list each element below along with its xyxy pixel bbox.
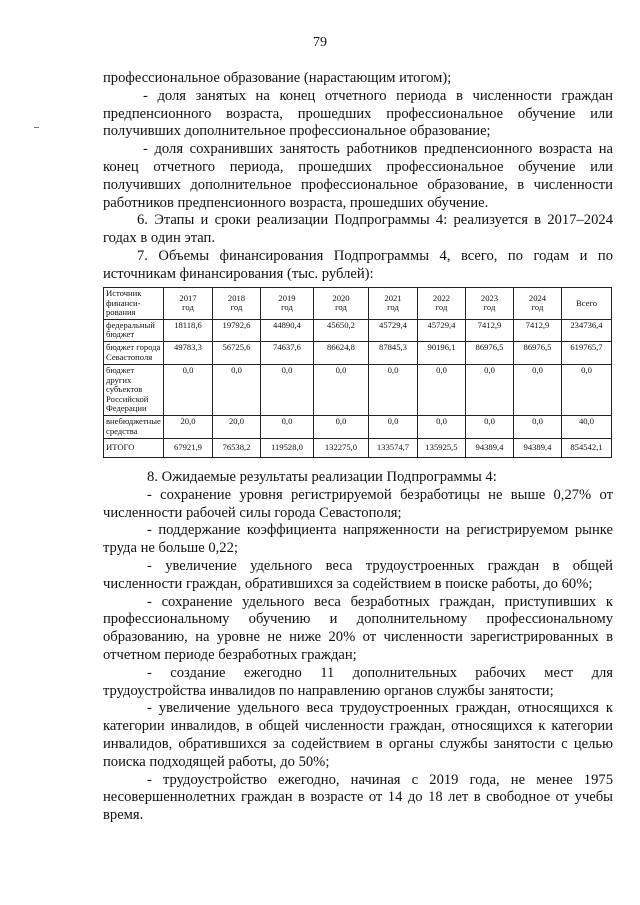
- cell: 7412,9: [466, 319, 514, 341]
- cell: 119528,0: [261, 438, 314, 457]
- cell: 87845,3: [369, 341, 418, 364]
- table-row: [104, 341, 612, 364]
- cell-total: 0,0: [562, 364, 612, 415]
- cell: 0,0: [514, 364, 562, 415]
- cell: 0,0: [314, 364, 369, 415]
- cell: 0,0: [261, 415, 314, 438]
- table-row: [104, 415, 612, 438]
- cell: 0,0: [213, 364, 261, 415]
- cell: 18118,6: [164, 319, 213, 341]
- header-year: 2017 год: [164, 288, 213, 320]
- header-year: 2024 год: [514, 288, 562, 320]
- row-label: внебюджетные средства: [104, 415, 164, 438]
- cell: 45729,4: [418, 319, 466, 341]
- result-item: - увеличение удельного веса трудоустроенных граждан, относящихся к категории инвалидов, в общей численности граждан, относящихся к категории инвалидов, обратившихся за содействием в органы службы занятости с целью поиска подходящей работы, до 50%;: [103, 700, 613, 770]
- table-row: [104, 364, 612, 415]
- row-label: бюджет города Севастополя: [104, 341, 164, 364]
- cell: 0,0: [369, 415, 418, 438]
- table-total-row: [104, 438, 612, 457]
- row-label: федеральный бюджет: [104, 319, 164, 341]
- result-item: - сохранение удельного веса безработных граждан, приступивших к профессиональному обучению и дополнительному профессиональному образованию, на уровне не ниже 20% от численности зарегистрированных в отчетном периоде безработных граждан;: [103, 593, 613, 663]
- table-row: [104, 319, 612, 341]
- intro-line: - доля занятых на конец отчетного периода в численности граждан предпенсионного возраста, прошедших профессиональное обучение или получивших дополнительное профессиональное образование;: [103, 87, 613, 140]
- cell: 45729,4: [369, 319, 418, 341]
- result-item: - создание ежегодно 11 дополнительных рабочих мест для трудоустройства инвалидов по направлению органов службы занятости;: [103, 664, 613, 699]
- cell-total: 234736,4: [562, 319, 612, 341]
- results-section: [103, 469, 613, 825]
- cell: 67921,9: [164, 438, 213, 457]
- cell: 0,0: [466, 415, 514, 438]
- cell: 90196,1: [418, 341, 466, 364]
- intro-section: [103, 70, 613, 284]
- cell: 0,0: [261, 364, 314, 415]
- result-item: - увеличение удельного веса трудоустроенных граждан в общей численности граждан, обратившихся за содействием в поиске работы, до 60%;: [103, 557, 613, 592]
- cell: 44890,4: [261, 319, 314, 341]
- header-year: 2022 год: [418, 288, 466, 320]
- margin-mark: [34, 127, 39, 128]
- cell: 132275,0: [314, 438, 369, 457]
- header-source: Источник финанси-рования: [104, 288, 164, 320]
- cell: 0,0: [418, 415, 466, 438]
- header-year: 2023 год: [466, 288, 514, 320]
- cell: 94389,4: [466, 438, 514, 457]
- cell: 19792,6: [213, 319, 261, 341]
- cell: 76538,2: [213, 438, 261, 457]
- cell: 86624,8: [314, 341, 369, 364]
- cell: 86976,5: [514, 341, 562, 364]
- header-year: 2019 год: [261, 288, 314, 320]
- cell: 0,0: [369, 364, 418, 415]
- cell: 0,0: [514, 415, 562, 438]
- header-year: 2018 год: [213, 288, 261, 320]
- cell: 133574,7: [369, 438, 418, 457]
- cell: 49783,3: [164, 341, 213, 364]
- financing-table: [103, 287, 612, 458]
- cell-total: 854542,1: [562, 438, 612, 457]
- result-item: - трудоустройство ежегодно, начиная с 2019 года, не менее 1975 несовершеннолетних граждан в возрасте от 14 до 18 лет в свободное от учебы время.: [103, 771, 613, 824]
- cell: 56725,6: [213, 341, 261, 364]
- cell: 94389,4: [514, 438, 562, 457]
- cell: 0,0: [314, 415, 369, 438]
- intro-line: 6. Этапы и сроки реализации Подпрограммы 4: реализуется в 2017–2024 годах в один этап.: [103, 212, 613, 247]
- cell-total: 619765,7: [562, 341, 612, 364]
- cell: 86976,5: [466, 341, 514, 364]
- cell: 0,0: [466, 364, 514, 415]
- row-label: бюджет других субъектов Российской Федерации: [104, 364, 164, 415]
- intro-line: профессиональное образование (нарастающим итогом);: [103, 70, 452, 86]
- header-year: 2020 год: [314, 288, 369, 320]
- result-item: - сохранение уровня регистрируемой безработицы не выше 0,27% от численности рабочей силы города Севастополя;: [103, 486, 613, 521]
- cell: 74637,6: [261, 341, 314, 364]
- cell: 135925,5: [418, 438, 466, 457]
- result-item: - поддержание коэффициента напряженности на регистрируемом рынке труда не больше 0,22;: [103, 522, 613, 557]
- cell: 7412,9: [514, 319, 562, 341]
- header-total: Всего: [562, 288, 612, 320]
- table-header-row: [104, 288, 612, 320]
- cell: 20,0: [164, 415, 213, 438]
- page-number: 79: [313, 35, 327, 50]
- header-year: 2021 год: [369, 288, 418, 320]
- intro-line: 7. Объемы финансирования Подпрограммы 4, всего, по годам и по источникам финансирования (тыс. рублей):: [103, 247, 613, 282]
- results-heading: 8. Ожидаемые результаты реализации Подпрограммы 4:: [147, 469, 497, 485]
- cell: 45650,2: [314, 319, 369, 341]
- row-label: ИТОГО: [104, 438, 164, 457]
- intro-line: - доля сохранивших занятость работников предпенсионного возраста на конец отчетного периода, прошедших профессиональное обучение или получивших дополнительное профессиональное образование, в численности работников предпенсионного возраста, прошедших обучение.: [103, 141, 613, 211]
- cell: 0,0: [418, 364, 466, 415]
- cell: 20,0: [213, 415, 261, 438]
- cell-total: 40,0: [562, 415, 612, 438]
- cell: 0,0: [164, 364, 213, 415]
